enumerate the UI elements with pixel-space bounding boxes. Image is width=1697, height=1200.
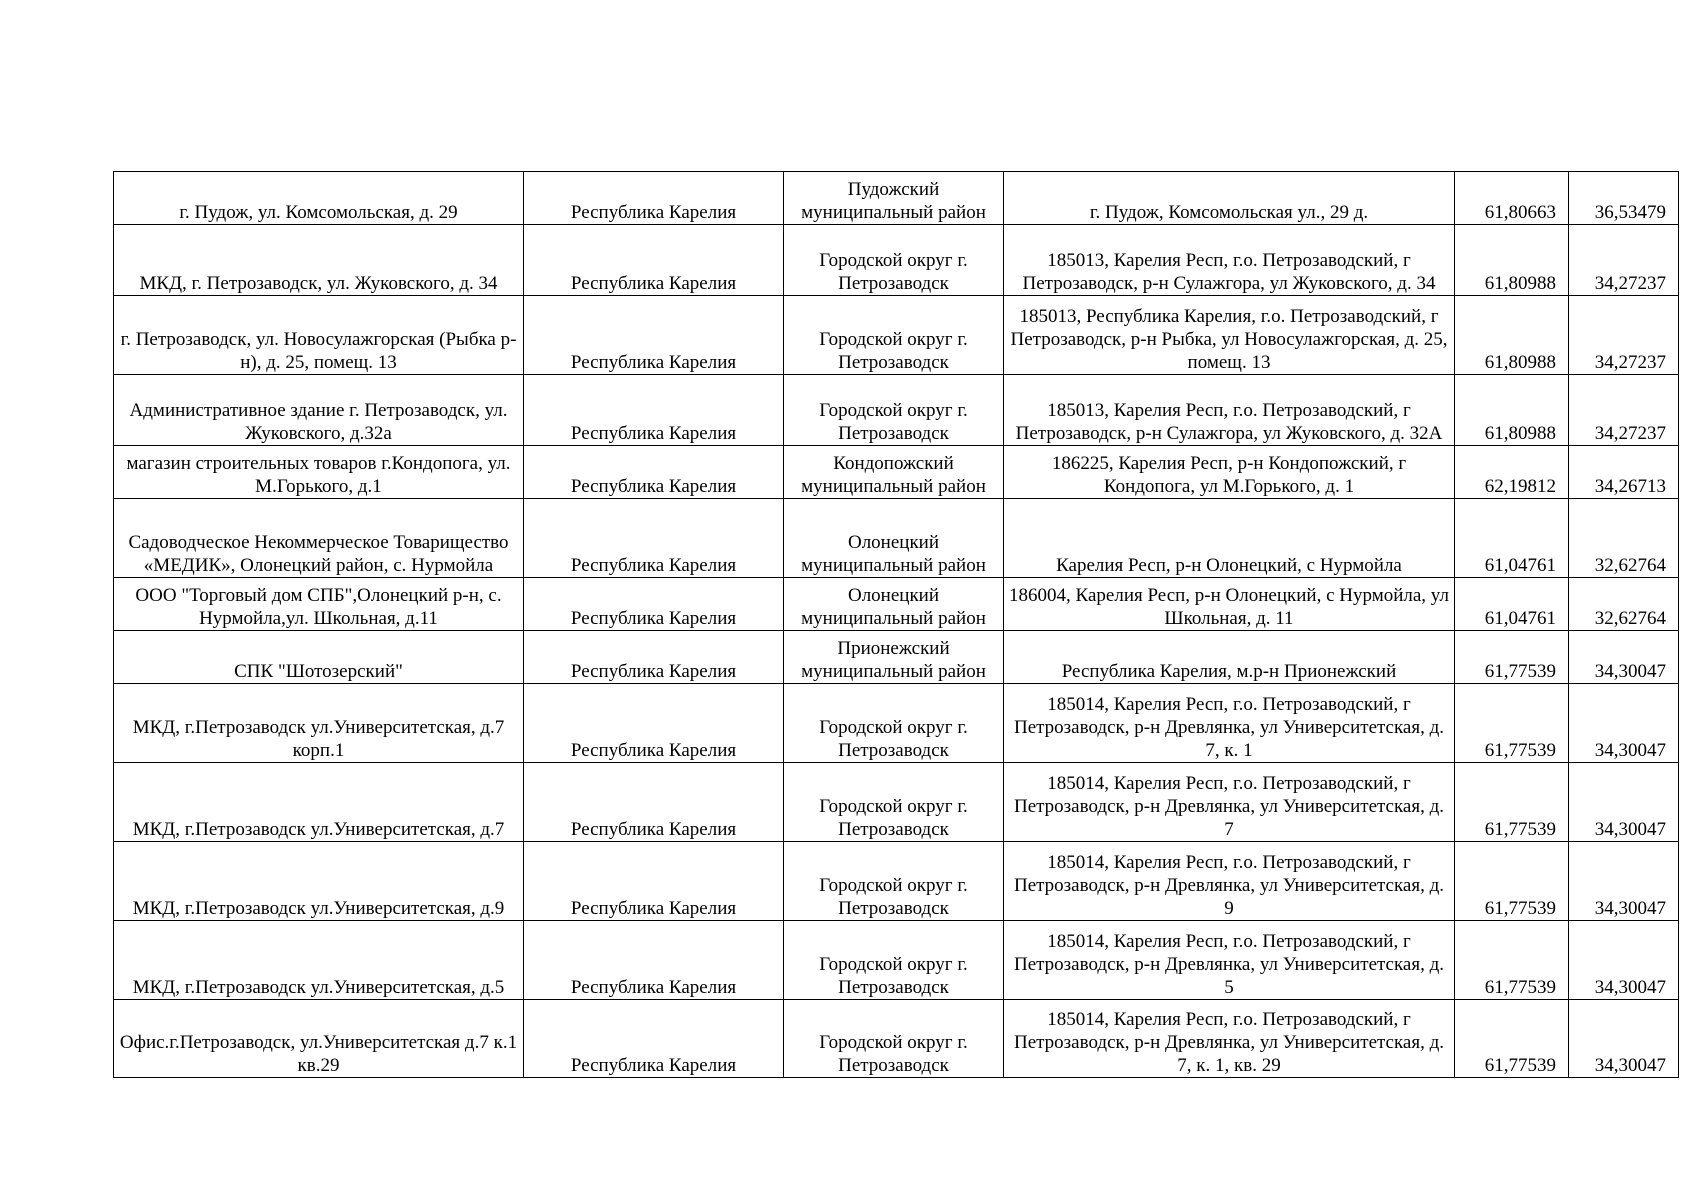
longitude-cell: 34,30047 [1569,763,1679,842]
longitude-cell: 34,27237 [1569,375,1679,446]
latitude-cell: 61,80988 [1455,375,1569,446]
region-cell: Республика Карелия [524,375,784,446]
object-name-cell: МКД, г. Петрозаводск, ул. Жуковского, д. 34 [114,225,524,296]
longitude-cell: 32,62764 [1569,499,1679,578]
latitude-cell: 61,77539 [1455,842,1569,921]
object-name-cell: г. Пудож, ул. Комсомольская, д. 29 [114,172,524,225]
object-name-cell: СПК "Шотозерский" [114,631,524,684]
region-cell: Республика Карелия [524,296,784,375]
longitude-cell: 32,62764 [1569,578,1679,631]
region-cell: Республика Карелия [524,631,784,684]
longitude-cell: 34,26713 [1569,446,1679,499]
table-row [114,296,1679,375]
municipality-cell: Городской округ г. Петрозаводск [784,763,1004,842]
region-cell: Республика Карелия [524,499,784,578]
object-name-cell: МКД, г.Петрозаводск ул.Университетская, д.9 [114,842,524,921]
latitude-cell: 61,77539 [1455,1000,1569,1078]
region-cell: Республика Карелия [524,921,784,1000]
object-name-cell: МКД, г.Петрозаводск ул.Университетская, д.5 [114,921,524,1000]
latitude-cell: 61,77539 [1455,631,1569,684]
address-cell: Карелия Респ, р-н Олонецкий, с Нурмойла [1004,499,1455,578]
object-name-cell: магазин строительных товаров г.Кондопога, ул. М.Горького, д.1 [114,446,524,499]
object-name-cell: г. Петрозаводск, ул. Новосулажгорская (Рыбка р-н), д. 25, помещ. 13 [114,296,524,375]
table-row [114,684,1679,763]
latitude-cell: 61,77539 [1455,763,1569,842]
longitude-cell: 36,53479 [1569,172,1679,225]
municipality-cell: Городской округ г. Петрозаводск [784,842,1004,921]
region-cell: Республика Карелия [524,578,784,631]
table-row [114,446,1679,499]
address-cell: 185013, Карелия Респ, г.о. Петрозаводский, г Петрозаводск, р-н Сулажгора, ул Жуковского, д. 34 [1004,225,1455,296]
table-row [114,842,1679,921]
address-cell: 185013, Республика Карелия, г.о. Петрозаводский, г Петрозаводск, р-н Рыбка, ул Новосулажгорская, д. 25, помещ. 13 [1004,296,1455,375]
longitude-cell: 34,30047 [1569,631,1679,684]
object-name-cell: Офис.г.Петрозаводск, ул.Университетская д.7 к.1 кв.29 [114,1000,524,1078]
latitude-cell: 61,80988 [1455,225,1569,296]
table-row [114,172,1679,225]
longitude-cell: 34,27237 [1569,225,1679,296]
municipality-cell: Городской округ г. Петрозаводск [784,375,1004,446]
latitude-cell: 62,19812 [1455,446,1569,499]
region-cell: Республика Карелия [524,1000,784,1078]
municipality-cell: Прионежский муниципальный район [784,631,1004,684]
municipality-cell: Городской округ г. Петрозаводск [784,225,1004,296]
address-cell: 186004, Карелия Респ, р-н Олонецкий, с Нурмойла, ул Школьная, д. 11 [1004,578,1455,631]
address-cell: 185014, Карелия Респ, г.о. Петрозаводский, г Петрозаводск, р-н Древлянка, ул Университетская, д. 5 [1004,921,1455,1000]
municipality-cell: Олонецкий муниципальный район [784,499,1004,578]
municipality-cell: Городской округ г. Петрозаводск [784,921,1004,1000]
address-cell: 185014, Карелия Респ, г.о. Петрозаводский, г Петрозаводск, р-н Древлянка, ул Университетская, д. 9 [1004,842,1455,921]
latitude-cell: 61,77539 [1455,684,1569,763]
address-cell: г. Пудож, Комсомольская ул., 29 д. [1004,172,1455,225]
address-cell: 185014, Карелия Респ, г.о. Петрозаводский, г Петрозаводск, р-н Древлянка, ул Университетская, д. 7, к. 1, кв. 29 [1004,1000,1455,1078]
longitude-cell: 34,30047 [1569,684,1679,763]
longitude-cell: 34,30047 [1569,921,1679,1000]
table-row [114,499,1679,578]
latitude-cell: 61,77539 [1455,921,1569,1000]
latitude-cell: 61,80663 [1455,172,1569,225]
municipality-cell: Олонецкий муниципальный район [784,578,1004,631]
table-row [114,578,1679,631]
table-row [114,225,1679,296]
latitude-cell: 61,04761 [1455,578,1569,631]
table-row [114,631,1679,684]
address-cell: 185014, Карелия Респ, г.о. Петрозаводский, г Петрозаводск, р-н Древлянка, ул Университетская, д. 7 [1004,763,1455,842]
region-cell: Республика Карелия [524,172,784,225]
region-cell: Республика Карелия [524,446,784,499]
longitude-cell: 34,30047 [1569,842,1679,921]
longitude-cell: 34,27237 [1569,296,1679,375]
latitude-cell: 61,80988 [1455,296,1569,375]
object-name-cell: Садоводческое Некоммерческое Товарищество «МЕДИК», Олонецкий район, с. Нурмойла [114,499,524,578]
objects-table-body [114,172,1679,1078]
objects-table [113,171,1679,1078]
municipality-cell: Городской округ г. Петрозаводск [784,1000,1004,1078]
address-cell: 186225, Карелия Респ, р-н Кондопожский, г Кондопога, ул М.Горького, д. 1 [1004,446,1455,499]
table-row [114,921,1679,1000]
object-name-cell: МКД, г.Петрозаводск ул.Университетская, д.7 корп.1 [114,684,524,763]
longitude-cell: 34,30047 [1569,1000,1679,1078]
address-cell: Республика Карелия, м.р-н Прионежский [1004,631,1455,684]
region-cell: Республика Карелия [524,842,784,921]
object-name-cell: ООО "Торговый дом СПБ",Олонецкий р-н, с. Нурмойла,ул. Школьная, д.11 [114,578,524,631]
object-name-cell: Административное здание г. Петрозаводск, ул. Жуковского, д.32а [114,375,524,446]
region-cell: Республика Карелия [524,763,784,842]
address-cell: 185014, Карелия Респ, г.о. Петрозаводский, г Петрозаводск, р-н Древлянка, ул Университетская, д. 7, к. 1 [1004,684,1455,763]
table-row [114,375,1679,446]
municipality-cell: Городской округ г. Петрозаводск [784,296,1004,375]
region-cell: Республика Карелия [524,684,784,763]
address-cell: 185013, Карелия Респ, г.о. Петрозаводский, г Петрозаводск, р-н Сулажгора, ул Жуковского, д. 32А [1004,375,1455,446]
table-row [114,763,1679,842]
table-row [114,1000,1679,1078]
municipality-cell: Городской округ г. Петрозаводск [784,684,1004,763]
latitude-cell: 61,04761 [1455,499,1569,578]
municipality-cell: Кондопожский муниципальный район [784,446,1004,499]
region-cell: Республика Карелия [524,225,784,296]
municipality-cell: Пудожский муниципальный район [784,172,1004,225]
object-name-cell: МКД, г.Петрозаводск ул.Университетская, д.7 [114,763,524,842]
